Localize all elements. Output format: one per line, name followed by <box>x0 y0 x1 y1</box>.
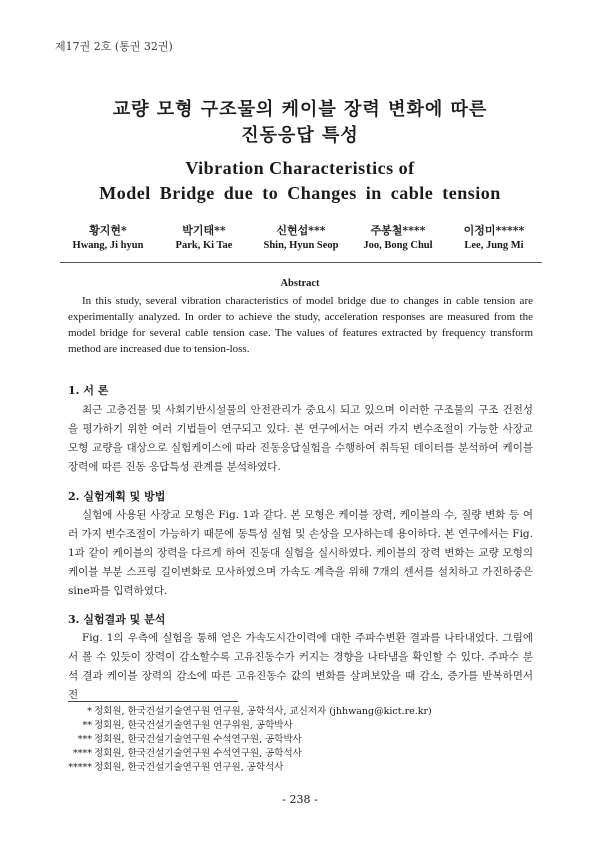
author-korean-name: 박기태** <box>182 224 226 237</box>
title-divider <box>60 262 542 263</box>
author <box>253 222 349 251</box>
author-list <box>60 222 542 252</box>
title-english-line1: Vibration Characteristics of <box>185 158 415 178</box>
footnote <box>68 705 538 719</box>
footnote-mark: **** <box>73 748 92 759</box>
footnote-text: 정회원, 한국건설기술연구원 수석연구원, 공학석사 <box>94 748 302 759</box>
title-english-line2: Model Bridge due to Changes in cable tension <box>99 183 501 203</box>
footnote-divider <box>68 701 238 702</box>
page-number: - 238 - <box>282 793 318 806</box>
section-body-results: Fig. 1의 우측에 실험을 통해 얻은 가속도시간이력에 대한 주파수변환 결과를 나타내었다. 그림에서 볼 수 있듯이 장력이 감소할수록 고유진동수가 커지는 경향을 나타냄을 확인할 수 있다. 주파수 분석 결과 케이블 장력의 감소에 따른 고유진동수 값의 변화를 살펴보았을 때 감소, 증가를 반복하면서 전 <box>68 632 533 701</box>
footnote-text: 정회원, 한국건설기술연구원 수석연구원, 공학박사 <box>94 734 302 745</box>
footnote-text: 정회원, 한국건설기술연구원 연구위원, 공학박사 <box>94 720 293 731</box>
abstract-heading: Abstract <box>280 278 320 289</box>
author-english-name: Lee, Jung Mi <box>464 240 524 251</box>
footnote <box>68 761 538 775</box>
footnote-mark: ***** <box>68 762 92 773</box>
author <box>60 222 156 251</box>
footnote-text: 정회원, 한국건설기술연구원 연구원, 공학석사 <box>94 762 284 773</box>
footnote <box>68 733 538 747</box>
section-heading-method: 2. 실험계획 및 방법 <box>68 490 166 503</box>
author-korean-name: 황지현* <box>89 224 127 237</box>
section-body-introduction: 최근 고층건물 및 사회기반시설물의 안전관리가 중요시 되고 있으며 이러한 구조물의 구조 건전성을 평가하기 위한 여러 기법들이 연구되고 있다. 본 연구에서는 여러 가지 변수조절이 가능한 사장교 모형 교량을 대상으로 실험케이스에 따라 진동응답실험을 수행하여 취득된 데이터를 분석하여 케이블장력에 따른 진동 응답특성 관계를 분석하였다. <box>68 404 533 473</box>
section-heading-introduction: 1. 서 론 <box>68 384 109 397</box>
author <box>156 222 252 251</box>
author-korean-name: 신현섭*** <box>276 224 326 237</box>
author-english-name: Joo, Bong Chul <box>363 240 433 251</box>
author-korean-name: 주봉철**** <box>370 224 426 237</box>
footnote <box>68 719 538 733</box>
author <box>446 222 542 251</box>
abstract-body: In this study, several vibration characteristics of model bridge due to changes in cable tension are experimentally analyzed. In order to achieve the study, acceleration responses are measured from the model bridge for several cable tension case. The values of features extracted by frequency transform method are increased due to tension-loss. <box>68 295 533 355</box>
footnote-mark: * <box>87 706 92 717</box>
title-korean-line2: 진동응답 특성 <box>241 125 359 146</box>
footnote-mark: *** <box>77 734 92 745</box>
footnote-text: 정회원, 한국건설기술연구원 연구원, 공학석사, 교신저자 (jhhwang@kict.re.kr) <box>94 706 432 717</box>
footnote-mark: ** <box>82 720 92 731</box>
author-korean-name: 이정미***** <box>463 224 525 237</box>
author-english-name: Hwang, Ji hyun <box>72 240 144 251</box>
footnote <box>68 747 538 761</box>
footnote-list <box>68 705 538 775</box>
author <box>350 222 446 251</box>
journal-volume: 제17권 2호 (통권 32권) <box>55 40 173 53</box>
section-body-method: 실험에 사용된 사장교 모형은 Fig. 1과 같다. 본 모형은 케이블 장력, 케이블의 수, 질량 변화 등 여러 가지 변수조절이 가능하기 때문에 동특성 실험 및 손상을 모사하는데 용이하다. 본 연구에서는 Fig. 1과 같이 케이블의 장력을 다르게 하여 진동대 실험을 실시하였다. 케이블의 장력 변화는 교량 모형의 케이블 부분 스프링 길이변화로 모사하였으며 가속도 계측을 위해 7개의 센서를 설치하고 가진하중은 sine파를 입력하였다. <box>68 509 533 597</box>
author-english-name: Shin, Hyun Seop <box>263 240 339 251</box>
section-heading-results: 3. 실험결과 및 분석 <box>68 613 166 626</box>
author-english-name: Park, Ki Tae <box>175 240 233 251</box>
title-korean-line1: 교량 모형 구조물의 케이블 장력 변화에 따른 <box>112 99 488 120</box>
